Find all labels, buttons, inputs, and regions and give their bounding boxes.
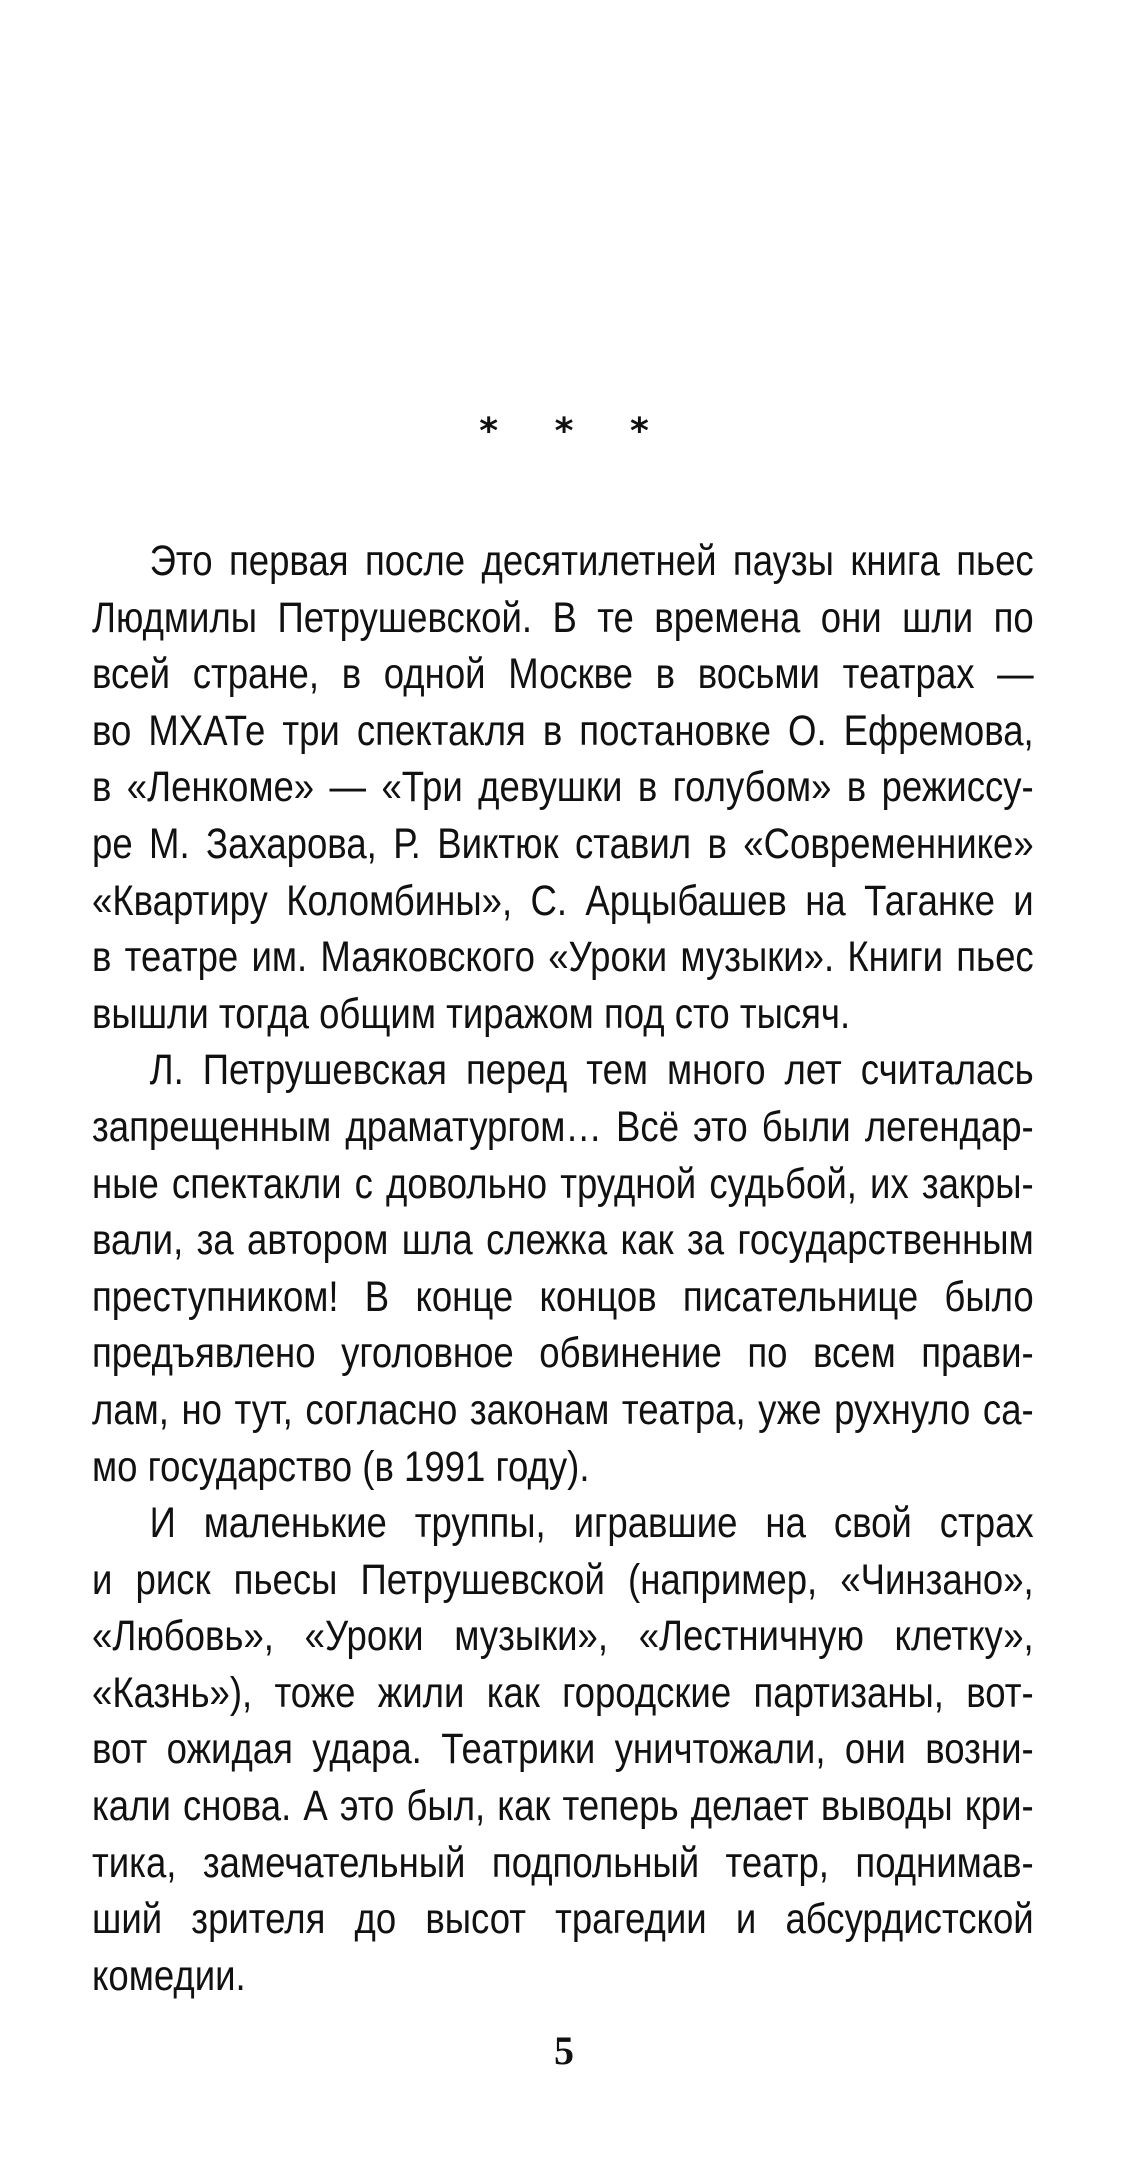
text-line: преступником! В конце концов писательнице было: [92, 1273, 1034, 1321]
text-line: тика, замечательный подпольный театр, поднимав-: [92, 1839, 1034, 1887]
text-line: «Квартиру Коломбины», С. Арцыбашев на Таганке и: [92, 877, 1034, 925]
text-line: лам, но тут, согласно законам театра, уже рухнуло са-: [92, 1386, 1034, 1434]
text-line: запрещенным драматургом… Всё это были легендар-: [92, 1103, 1034, 1151]
page-number: 5: [554, 2028, 574, 2073]
text-line: кали снова. А это был, как теперь делает выводы кри-: [92, 1783, 1034, 1831]
text-line: вот ожидая удара. Театрики уничтожали, они возни-: [92, 1726, 1034, 1774]
text-line: ные спектакли с довольно трудной судьбой, их закры-: [92, 1160, 1034, 1208]
text-line: ший зрителя до высот трагедии и абсурдистской: [92, 1896, 1034, 1944]
text-line: вали, за автором шла слежка как за государственным: [92, 1217, 1034, 1265]
text-line: ре М. Захарова, Р. Виктюк ставил в «Современнике»: [92, 820, 1034, 868]
text-line: «Любовь», «Уроки музыки», «Лестничную клетку»,: [92, 1613, 1034, 1661]
text-line: и риск пьесы Петрушевской (например, «Чинзано»,: [92, 1556, 1034, 1604]
paragraph: [92, 534, 1034, 1043]
text-line: мо государство (в 1991 году).: [92, 1443, 590, 1491]
paragraph: [92, 1043, 1034, 1496]
text-line: Людмилы Петрушевской. В те времена они шли по: [92, 594, 1034, 642]
body-text: [92, 534, 1034, 2005]
text-line: всей стране, в одной Москве в восьми театрах —: [92, 651, 1034, 699]
paragraph: [92, 1496, 1034, 2005]
text-line: предъявлено уголовное обвинение по всем прави-: [92, 1330, 1034, 1378]
text-line: Л. Петрушевская перед тем много лет считалась: [149, 1047, 1034, 1095]
text-line: Это первая после десятилетней паузы книга пьес: [149, 538, 1034, 585]
text-line: И маленькие труппы, игравшие на свой страх: [149, 1500, 1034, 1548]
text-line: во МХАТе три спектакля в постановке О. Ефремова,: [92, 707, 1034, 755]
text-line: в «Ленкоме» — «Три девушки в голубом» в режиссу-: [92, 764, 1034, 812]
section-separator: * * *: [479, 411, 671, 452]
text-line: вышли тогда общим тиражом под сто тысяч.: [92, 990, 851, 1038]
text-line: комедии.: [92, 1952, 246, 2000]
text-line: в театре им. Маяковского «Уроки музыки». Книги пьес: [92, 934, 1034, 982]
text-line: «Казнь»), тоже жили как городские партизаны, вот-: [92, 1669, 1034, 1717]
